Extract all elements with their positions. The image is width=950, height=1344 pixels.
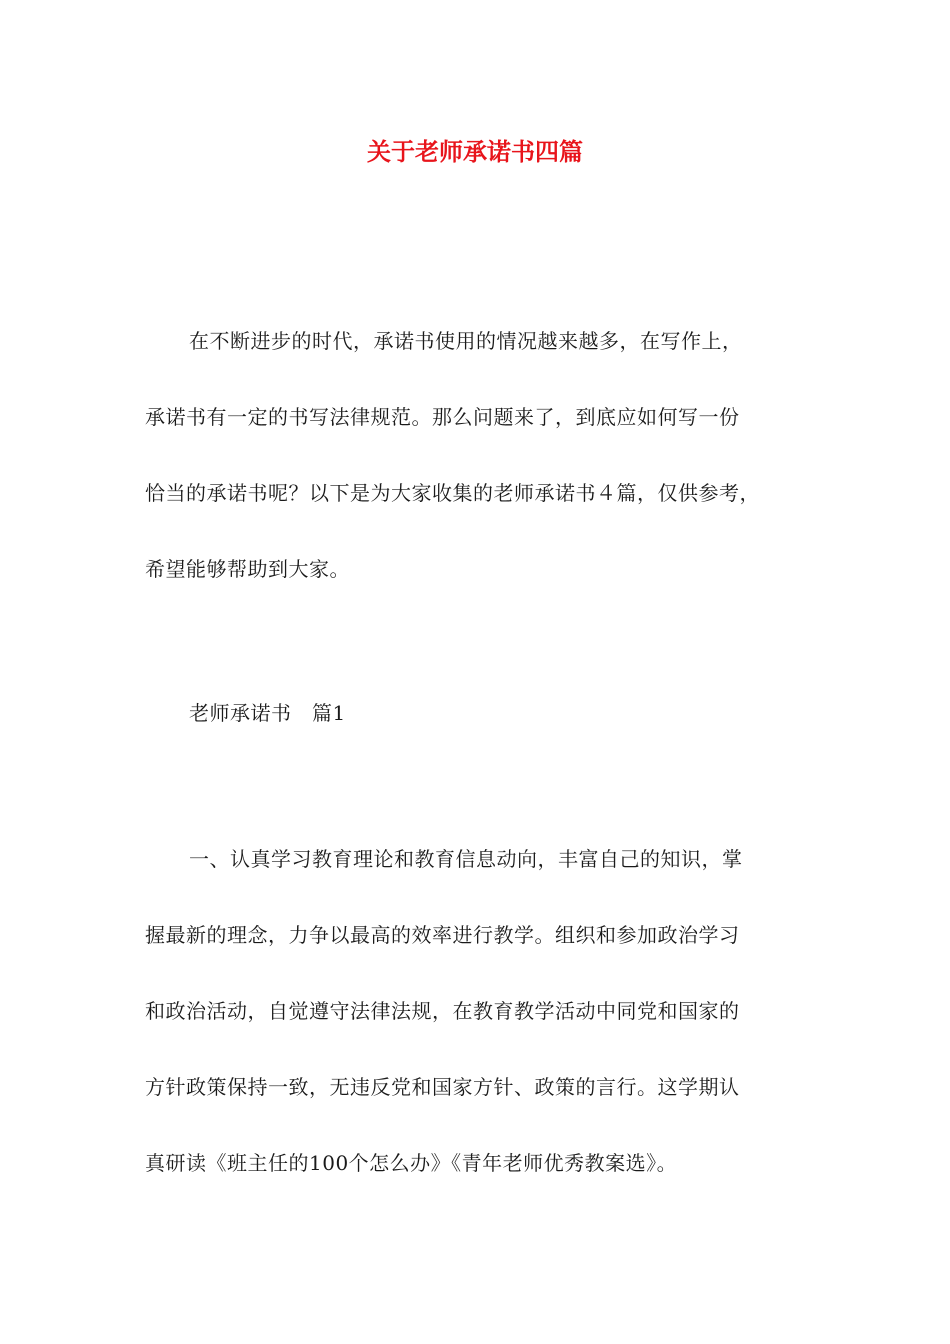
intro-line-4: 希望能够帮助到大家。	[145, 557, 350, 581]
section1-line-2: 握最新的理念，力争以最高的效率进行教学。组织和参加政治学习	[145, 923, 740, 947]
section1-line-4: 方针政策保持一致，无违反党和国家方针、政策的言行。这学期认	[145, 1075, 740, 1099]
section-heading: 老师承诺书 篇1	[189, 701, 346, 725]
document-title: 关于老师承诺书四篇	[367, 137, 583, 166]
section-heading-paragraph	[145, 675, 825, 751]
intro-line-3: 恰当的承诺书呢？以下是为大家收集的老师承诺书４篇，仅供参考，	[145, 481, 760, 505]
section1-line-5: 真研读《班主任的100个怎么办》《青年老师优秀教案选》。	[145, 1151, 678, 1175]
intro-line-2: 承诺书有一定的书写法律规范。那么问题来了，到底应如何写一份	[145, 405, 740, 429]
intro-line-1: 在不断进步的时代，承诺书使用的情况越来越多，在写作上，	[189, 329, 743, 353]
section1-paragraph	[145, 821, 825, 1201]
intro-paragraph	[145, 303, 825, 607]
section1-line-3: 和政治活动，自觉遵守法律法规，在教育教学活动中同党和国家的	[145, 999, 740, 1023]
section1-line-1: 一、认真学习教育理论和教育信息动向，丰富自己的知识，掌	[189, 847, 743, 871]
